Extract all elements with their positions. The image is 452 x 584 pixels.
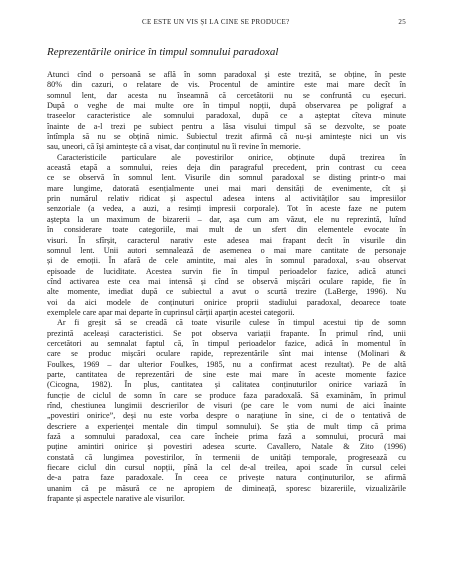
- page-number: 25: [398, 18, 406, 26]
- text-line: unanim că pe măsură ce ne apropiem de dimineață, sporesc bizareriile, vizualizările: [47, 483, 406, 493]
- text-line: parte, cantitatea de reprezentări de sine este mai mare în aceste momente fazice: [47, 369, 406, 379]
- text-line: puține amintiri onirice și povestiri adesea scurte. Cavallero, Natale & Zito (1996): [47, 442, 406, 452]
- text-line: Foulkes, 1969 – dar ulterior Foulkes, 1985, nu a confirmat acest rezultat). Pe de altă: [47, 359, 406, 369]
- text-line: constată că lungimea povestirilor, în termenii de unități temporale, progresează cu: [47, 452, 406, 462]
- text-line: și de emoții. În afară de cele amintite, mai ales în somnul paradoxal, s-au observat: [47, 256, 406, 266]
- text-line: cînd activarea este cea mai intensă și cînd se observă mișcări oculare rapide, fie în: [47, 276, 406, 286]
- text-line: funcție de ciclul de somn în care se produce faza paradoxală. Să examinăm, în primul: [47, 390, 406, 400]
- text-line: ce se observă în somnul lent. Visurile din somnul paradoxal se disting printr-o mai: [47, 173, 406, 183]
- text-line: (Cicogna, 1982). În plus, cantitatea și calitatea conținuturilor onirice variază în: [47, 380, 406, 390]
- text-line: această etapă a somnului, reies deja din paragraful precedent, prin contrast cu ceea: [47, 163, 406, 173]
- text-line: de-a patra faze paradoxale. În ceea ce privește natura conținuturilor, se afirmă: [47, 473, 406, 483]
- text-line: sau, uneori, că își amintește că a visat, dar conținutul nu îi revine în memorie.: [47, 142, 301, 152]
- text-line: înainte de a-l trezi pe subiect pentru a lăsa visului timpul să se dezvolte, se poate: [47, 121, 406, 131]
- text-line: cercetători au semnalat faptul că, în timpul perioadelor fazice, adică în momentul în: [47, 338, 406, 348]
- text-line: exemplele care apar mai departe în cuprinsul cărții aparțin acestei categorii.: [47, 307, 295, 317]
- text-line: fiecare ciclul din cursul nopții, pînă la cel de-al treilea, apoi scade în cursul celei: [47, 463, 406, 473]
- text-line: somnul lent, dar acesta nu înseamnă că cercetătorii nu se confruntă cu eșecuri.: [47, 90, 406, 100]
- text-line: descriere a experienței mentale din timpul somnului). Se știa de mult timp că prima: [47, 421, 406, 431]
- text-line: fază a somnului paradoxal, cea care încheie prima fază a somnului, procură mai: [47, 432, 406, 442]
- text-line: senzoriale (a vedea, a auzi, a resimți impresii corporale). Tot în aceste faze ne putem: [47, 204, 406, 214]
- text-line: care se produc mișcări oculare rapide, reprezentările sînt mai intense (Molinari &: [47, 349, 406, 359]
- paragraph: [47, 153, 406, 319]
- text-line: prezintă aceleași caracteristici. Se pot observa variații frapante. În primul rînd, unii: [47, 328, 406, 338]
- text-line: aștepta la un maximum de bizarerii – dar, așa cum am văzut, ele nu reprezintă, luînd: [47, 214, 406, 224]
- book-page: [47, 16, 406, 504]
- running-head: [47, 16, 406, 28]
- text-line: 80% din cazuri, o relatare de vis. Procentul de amintire este mai mare decît în: [47, 80, 406, 90]
- text-line: somnul lent. Unii autori semnalează de asemenea o mai mare cantitate de personaje: [47, 245, 406, 255]
- text-line: alte momente, imediat după ce subiectul a avut o scurtă trezire (LaBerge, 1996). Nu: [47, 287, 406, 297]
- text-line: episoade de luciditate. Acestea survin fie în timpul perioadelor fazice, adică atunci: [47, 266, 406, 276]
- text-line: Atunci cînd o persoană se află în somn paradoxal și este trezită, se obține, în peste: [47, 70, 406, 79]
- text-line: frapante și aspectele narative ale visurilor.: [47, 494, 185, 504]
- section-title: Reprezentările onirice în timpul somnului paradoxal: [47, 46, 279, 58]
- text-line: visuri. În sfîrșit, caracterul narativ este adesea mai frapant decît în visurile din: [47, 235, 406, 245]
- text-line: „povestiri onirice”, deși nu este vorba despre o narațiune în sine, ci de o tentativă de: [47, 411, 406, 421]
- body-text: [47, 70, 406, 504]
- paragraph: [47, 70, 406, 153]
- text-line: Caracteristicile particulare ale povestirilor onirice, obținute după trezirea în: [57, 152, 406, 162]
- text-line: După o veghe de mai multe ore în timpul nopții, după observarea pe poligraf a: [47, 101, 406, 111]
- text-line: prin numărul relativ ridicat și aspectul adesea intens al activităților sau impresiilor: [47, 194, 406, 204]
- text-line: rînd, chestiunea lungimii descrierilor de visuri (pe care le vom numi de aici înainte: [47, 401, 406, 410]
- text-line: mare lungime, datorată esențialmente unei mai mari densități de evenimente, cît și: [47, 183, 406, 193]
- text-line: Ar fi greșit să se creadă că toate visurile culese în timpul acestui tip de somn: [57, 318, 406, 328]
- text-line: traseelor caracteristice ale somnului paradoxal, după ce a așteptat cîteva minute: [47, 111, 406, 121]
- paragraph: [47, 318, 406, 504]
- text-line: voi da aici modele de conținuturi onirice proprii stadiului paradoxal, deoarece toate: [47, 297, 406, 307]
- running-head-title: CE ESTE UN VIS ȘI LA CINE SE PRODUCE?: [142, 18, 290, 26]
- text-line: întîmpla să nu se obțină nimic. Subiectul trezit afirmă că nu-și amintește nici un vis: [47, 132, 406, 142]
- text-line: în considerare toate categoriile, mai mult de un sfert din elementele evocate în: [47, 225, 406, 235]
